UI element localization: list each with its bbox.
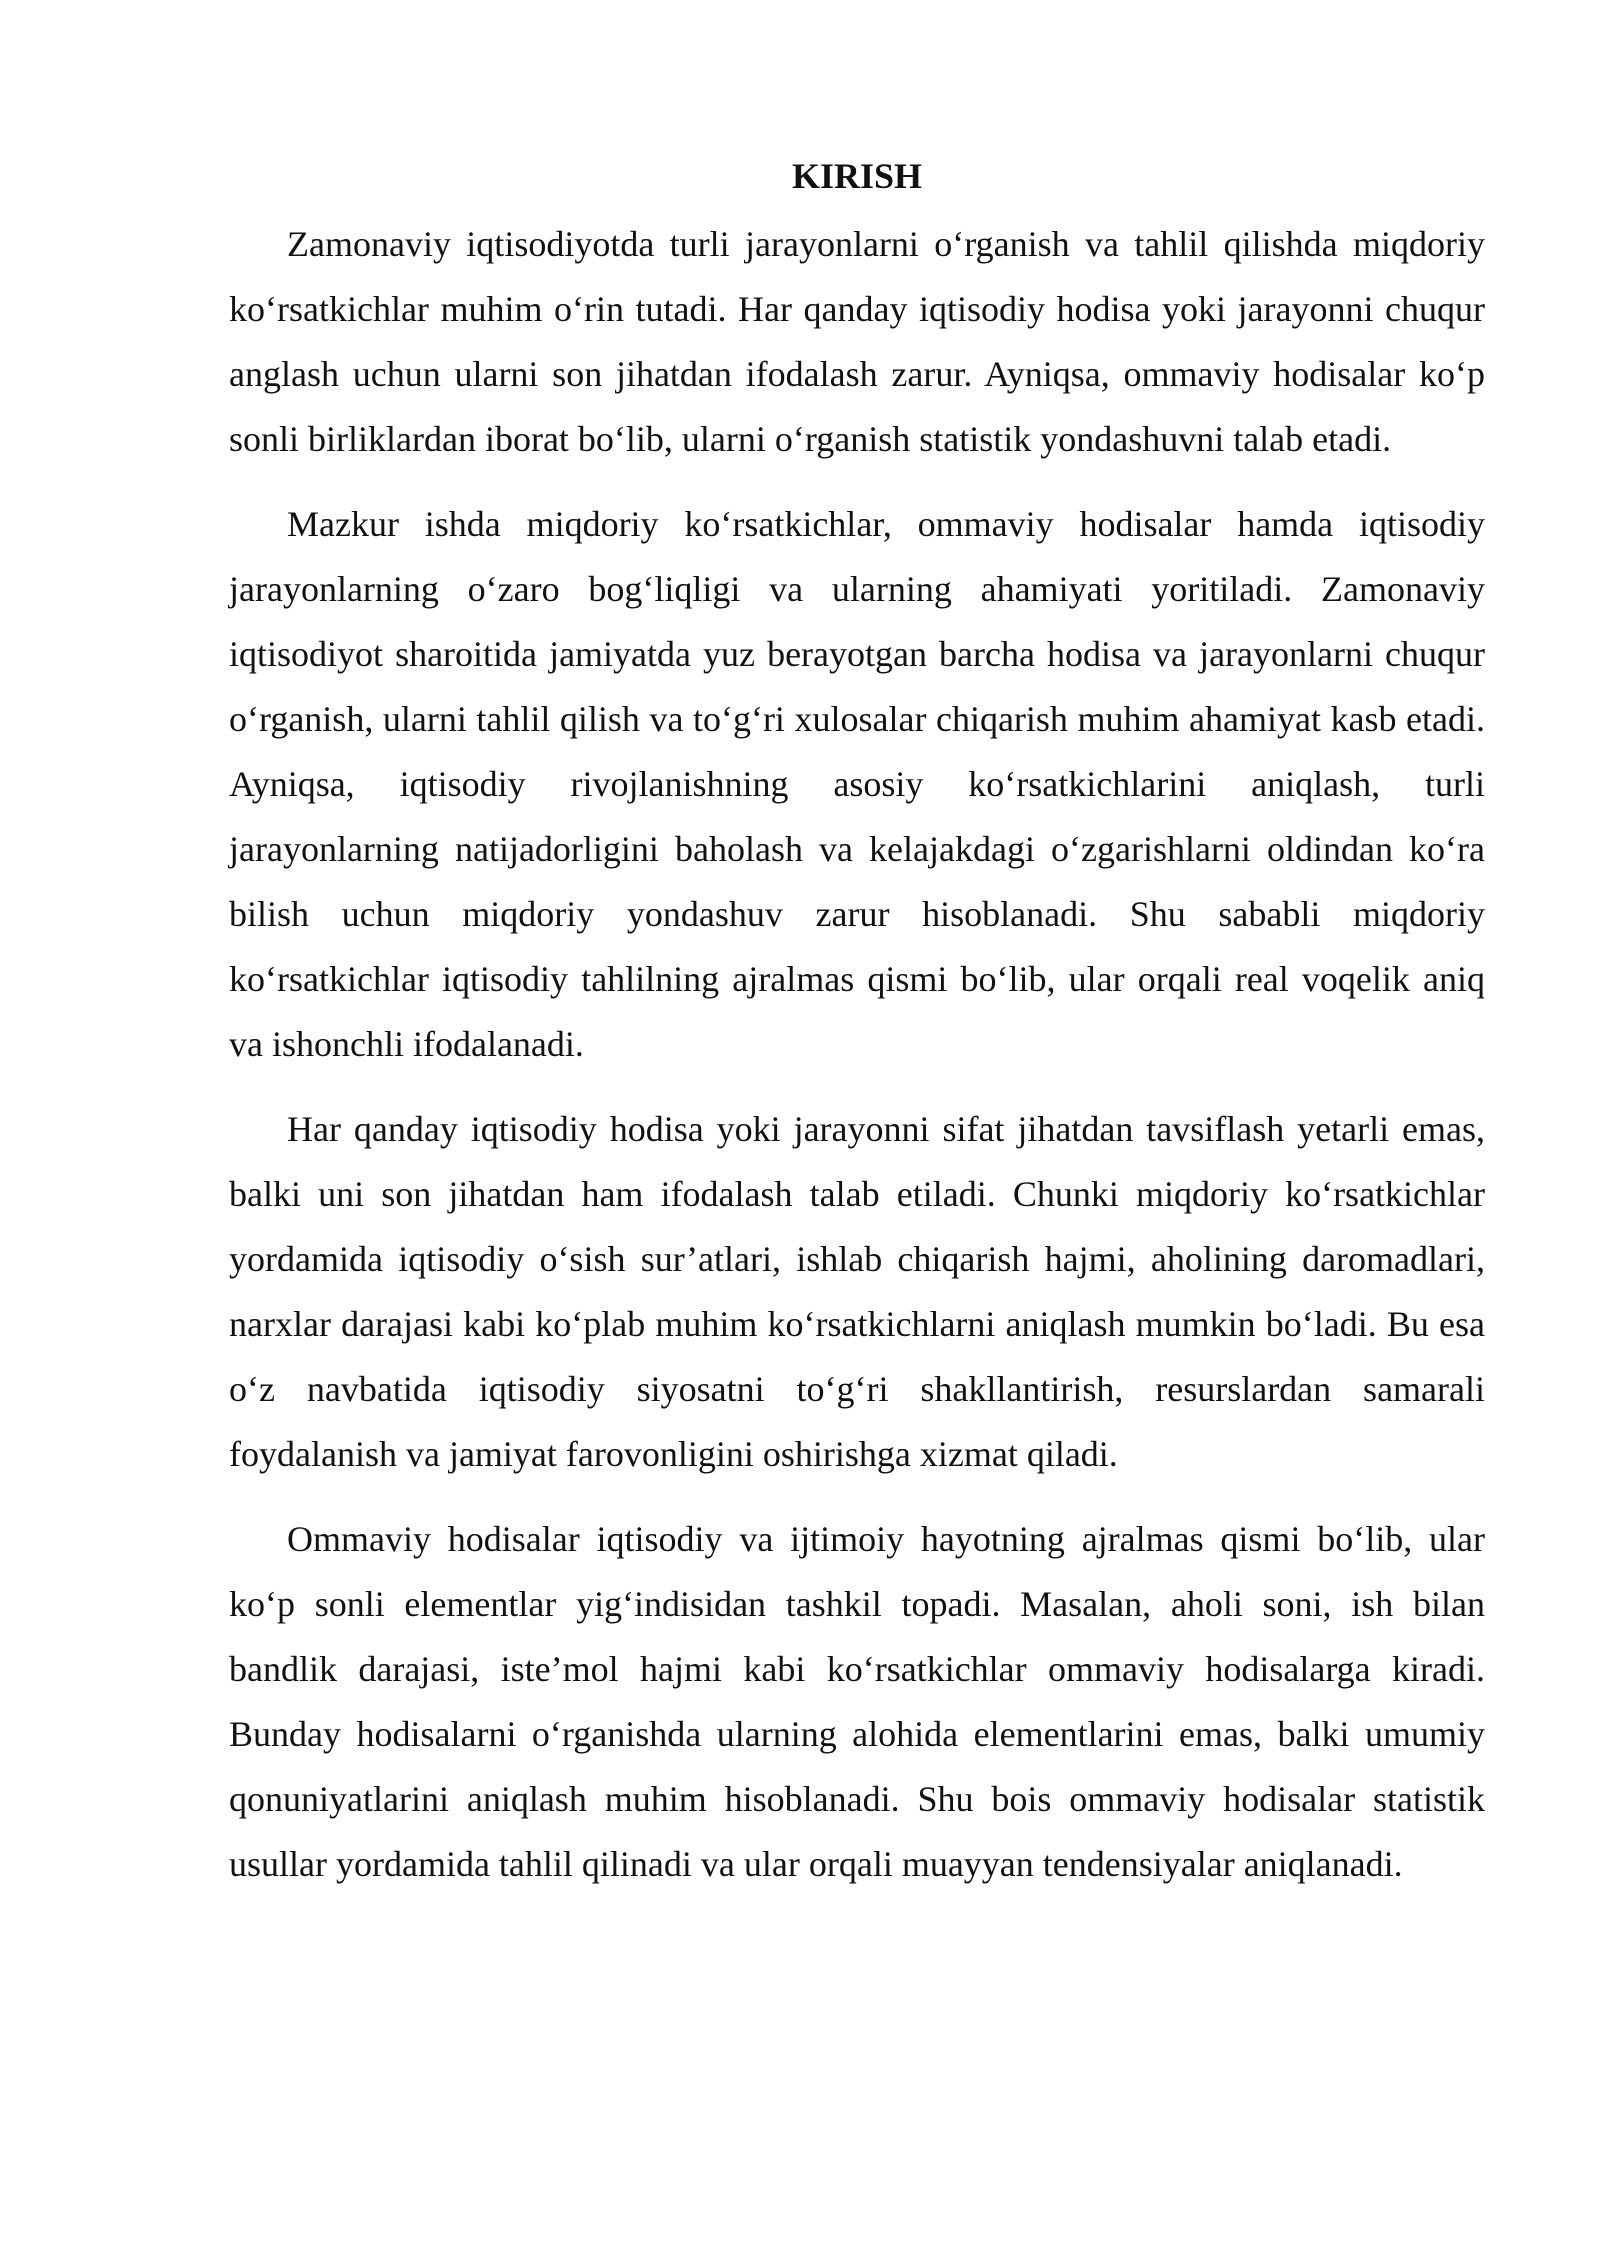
section-title: KIRISH	[791, 156, 923, 196]
paragraph-4: Ommaviy hodisalar iqtisodiy va ijtimoiy hayotning ajralmas qismi bo‘lib, ular ko‘p sonli elementlar yig‘indisidan tashkil topadi. Masalan, aholi soni, ish bilan bandlik darajasi, iste’mol hajmi kabi ko‘rsatkichlar ommaviy hodisalarga kiradi. Bunday hodisalarni o‘rganishda ularning alohida elementlarini emas, balki umumiy qonuniyatlarini aniqlash muhim hisoblanadi. Shu bois ommaviy hodisalar statistik usullar yordamida tahlil qilinadi va ular orqali muayyan tendensiyalar aniqlanadi.	[229, 1519, 1485, 1884]
paragraph-2: Mazkur ishda miqdoriy ko‘rsatkichlar, ommaviy hodisalar hamda iqtisodiy jarayonlarning o‘zaro bog‘liqligi va ularning ahamiyati yoritiladi. Zamonaviy iqtisodiyot sharoitida jamiyatda yuz berayotgan barcha hodisa va jarayonlarni chuqur o‘rganish, ularni tahlil qilish va to‘g‘ri xulosalar chiqarish muhim ahamiyat kasb etadi. Ayniqsa, iqtisodiy rivojlanishning asosiy ko‘rsatkichlarini aniqlash, turli jarayonlarning natijadorligini baholash va kelajakdagi o‘zgarishlarni oldindan ko‘ra bilish uchun miqdoriy yondashuv zarur hisoblanadi. Shu sababli miqdoriy ko‘rsatkichlar iqtisodiy tahlilning ajralmas qismi bo‘lib, ular orqali real voqelik aniq va ishonchli ifodalanadi.	[229, 504, 1485, 1064]
document-body	[229, 150, 1485, 1917]
paragraph-1: Zamonaviy iqtisodiyotda turli jarayonlarni o‘rganish va tahlil qilishda miqdoriy ko‘rsatkichlar muhim o‘rin tutadi. Har qanday iqtisodiy hodisa yoki jarayonni chuqur anglash uchun ularni son jihatdan ifodalash zarur. Ayniqsa, ommaviy hodisalar ko‘p sonli birliklardan iborat bo‘lib, ularni o‘rganish statistik yondashuvni talab etadi.	[229, 224, 1485, 459]
paragraph-3: Har qanday iqtisodiy hodisa yoki jarayonni sifat jihatdan tavsiflash yetarli emas, balki uni son jihatdan ham ifodalash talab etiladi. Chunki miqdoriy ko‘rsatkichlar yordamida iqtisodiy o‘sish sur’atlari, ishlab chiqarish hajmi, aholining daromadlari, narxlar darajasi kabi ko‘plab muhim ko‘rsatkichlarni aniqlash mumkin bo‘ladi. Bu esa o‘z navbatida iqtisodiy siyosatni to‘g‘ri shakllantirish, resurslardan samarali foydalanish va jamiyat farovonligini oshirishga xizmat qiladi.	[229, 1109, 1485, 1474]
